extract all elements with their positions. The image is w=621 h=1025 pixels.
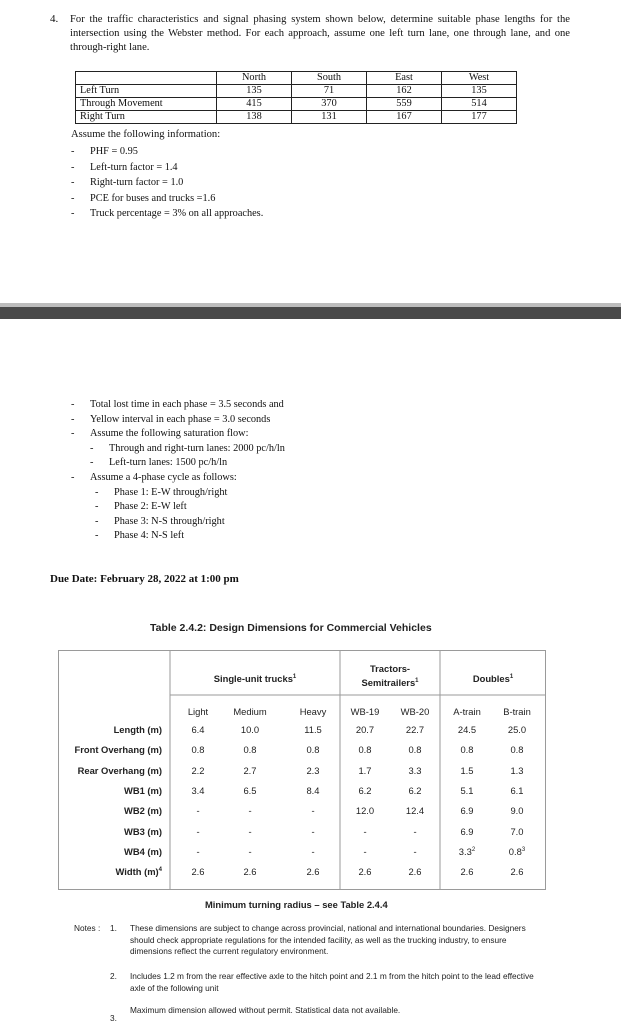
table-cell: 2.6 bbox=[408, 866, 422, 878]
table-cell: $0.8^3$ bbox=[508, 845, 526, 857]
table-cell: 0.8 bbox=[408, 744, 422, 756]
table-cell: - bbox=[196, 845, 200, 857]
table-cell: 370 bbox=[292, 98, 367, 111]
note-number: 1. bbox=[110, 923, 117, 933]
table-row bbox=[76, 98, 517, 111]
assume-intro: Assume the following information: bbox=[71, 129, 221, 140]
table-cell: 138 bbox=[217, 111, 292, 124]
table-cell: 0.8 bbox=[243, 744, 257, 756]
list-item: - PHF = 0.95 bbox=[71, 146, 138, 157]
list-item: - Phase 3: N-S through/right bbox=[95, 515, 225, 527]
table-cell: - bbox=[363, 845, 367, 857]
table-cell: 6.1 bbox=[510, 784, 524, 796]
table-cell: 0.8 bbox=[510, 744, 524, 756]
column-header: WB-20 bbox=[400, 706, 430, 717]
table-cell: - bbox=[248, 845, 252, 857]
table-cell: - bbox=[196, 825, 200, 837]
table-row-label: WB3 (m) bbox=[123, 825, 162, 837]
table-row-label: Width $(m)^4$ bbox=[115, 866, 162, 878]
list-item: - Total lost time in each phase = 3.5 seconds and bbox=[71, 399, 284, 410]
table-cell: 3.3 bbox=[408, 764, 422, 776]
list-item: - Assume a 4-phase cycle as follows: bbox=[71, 471, 237, 483]
table-cell: 2.6 bbox=[191, 866, 205, 878]
table-cell: 2.6 bbox=[306, 866, 320, 878]
table-cell: 1.5 bbox=[460, 764, 474, 776]
row-label: Left Turn bbox=[76, 85, 217, 98]
list-item: - Truck percentage = 3% on all approaches. bbox=[71, 208, 264, 219]
table-cell: - bbox=[413, 845, 417, 857]
table-cell: 415 bbox=[217, 98, 292, 111]
table-corner-cell bbox=[76, 72, 217, 85]
header-south: South bbox=[292, 72, 367, 85]
min-radius-note: Minimum turning radius – see Table 2.4.4 bbox=[205, 899, 388, 910]
table-cell: 0.8 bbox=[306, 744, 320, 756]
table-cell: 2.2 bbox=[191, 764, 205, 776]
table-row-label: Front Overhang (m) bbox=[74, 744, 162, 756]
group-tractors: Tractors- Semitrailers$^1$ bbox=[361, 663, 419, 689]
table-cell: - bbox=[196, 805, 200, 817]
table-cell: $3.3^2$ bbox=[458, 845, 476, 857]
table-cell: 5.1 bbox=[460, 784, 474, 796]
row-label: Through Movement bbox=[76, 98, 217, 111]
note-text: Includes 1.2 m from the rear effective axle to the hitch point and 2.1 m from the hitch point to the lead effective axle of the following unit bbox=[130, 971, 534, 993]
column-header: A-train bbox=[453, 706, 481, 717]
list-item: - Phase 1: E-W through/right bbox=[95, 486, 228, 498]
column-header: Light bbox=[187, 706, 209, 717]
list-item: - Phase 2: E-W left bbox=[95, 501, 187, 513]
list-item: - Assume the following saturation flow: bbox=[71, 428, 249, 440]
question-number: 4. bbox=[50, 13, 59, 25]
table-cell: 6.2 bbox=[358, 784, 372, 796]
table-cell: 6.9 bbox=[460, 805, 474, 817]
table-cell: 11.5 bbox=[304, 724, 322, 735]
list-item: - Left-turn factor = 1.4 bbox=[71, 161, 178, 173]
table-cell: 12.4 bbox=[405, 805, 425, 817]
notes-label: Notes : bbox=[74, 923, 101, 933]
table-row-label: Rear Overhang (m) bbox=[77, 764, 162, 776]
list-item: - PCE for buses and trucks =1.6 bbox=[71, 192, 216, 204]
header-west: West bbox=[442, 72, 517, 85]
note-number: 2. bbox=[110, 971, 117, 981]
table-cell: 177 bbox=[442, 111, 517, 124]
table-cell: 559 bbox=[367, 98, 442, 111]
list-item: - Yellow interval in each phase = 3.0 seconds bbox=[71, 413, 271, 425]
table-cell: 2.6 bbox=[460, 866, 474, 878]
page-divider bbox=[0, 303, 621, 319]
table-cell: - bbox=[311, 805, 315, 817]
table-cell: 7.0 bbox=[510, 825, 524, 837]
table-cell: 3.4 bbox=[191, 784, 205, 796]
table-cell: 6.4 bbox=[191, 724, 205, 735]
list-item: - Right-turn factor = 1.0 bbox=[71, 177, 184, 188]
table-cell: 0.8 bbox=[358, 744, 372, 756]
row-label: Right Turn bbox=[76, 111, 217, 124]
due-date: Due Date: February 28, 2022 at 1:00 pm bbox=[50, 573, 239, 585]
table-cell: - bbox=[311, 825, 315, 837]
question-text: For the traffic characteristics and signal phasing system shown below, determine suitable phase lengths for the intersection using the Webster method. For each approach, assume one left turn lane, one through lane, and one through-right lane. bbox=[70, 14, 570, 53]
table-header-row bbox=[76, 72, 517, 85]
table-row-label: WB1 (m) bbox=[123, 784, 162, 796]
table-cell: 2.6 bbox=[510, 866, 524, 878]
table-cell: 135 bbox=[217, 85, 292, 98]
group-single-unit: Single-unit trucks$^1$ bbox=[213, 673, 297, 685]
table-cell: 9.0 bbox=[510, 805, 524, 817]
table-cell: 8.4 bbox=[306, 784, 320, 796]
note-text: These dimensions are subject to change across provincial, national and international boundaries. Designers should check appropriate regulations for the intended facility, as well as the trucking industry, to ensure dimensions reflect the current regulatory environment. bbox=[130, 923, 526, 956]
table-cell: 135 bbox=[442, 85, 517, 98]
header-east: East bbox=[367, 72, 442, 85]
table-cell: 12.0 bbox=[355, 805, 375, 817]
table-row bbox=[76, 85, 517, 98]
continuation-list bbox=[71, 398, 285, 544]
table-cell: 0.8 bbox=[191, 744, 205, 756]
traffic-volume-table bbox=[75, 71, 517, 124]
table-cell: - bbox=[248, 805, 252, 817]
table-cell: 2.6 bbox=[243, 866, 257, 878]
table-cell: 6.2 bbox=[408, 784, 422, 796]
group-doubles: Doubles$^1$ bbox=[472, 673, 514, 685]
table-cell: 162 bbox=[367, 85, 442, 98]
table-cell: - bbox=[311, 845, 315, 857]
table-row-label: WB4 (m) bbox=[123, 845, 162, 857]
table-cell: - bbox=[363, 825, 367, 837]
table-row-label: WB2 (m) bbox=[123, 805, 162, 817]
table-cell: 2.3 bbox=[306, 764, 320, 776]
table-cell: 2.7 bbox=[243, 764, 257, 776]
table-cell: 514 bbox=[442, 98, 517, 111]
table-cell: 10.0 bbox=[240, 724, 260, 735]
table-cell: 20.7 bbox=[355, 724, 375, 735]
column-header: Medium bbox=[233, 706, 267, 717]
dimensions-table bbox=[58, 650, 546, 890]
table-cell: 1.7 bbox=[358, 764, 372, 776]
header-north: North bbox=[217, 72, 292, 85]
table-cell: 167 bbox=[367, 111, 442, 124]
table-cell: 6.9 bbox=[460, 825, 474, 837]
list-item: - Phase 4: N-S left bbox=[95, 530, 185, 542]
column-header: WB-19 bbox=[350, 706, 380, 717]
assumption-list bbox=[71, 144, 263, 222]
table-title: Table 2.4.2: Design Dimensions for Commercial Vehicles bbox=[150, 622, 432, 634]
table-cell: 71 bbox=[292, 85, 367, 98]
table-cell: 131 bbox=[292, 111, 367, 124]
list-item: - Through and right-turn lanes: 2000 pc/h/ln bbox=[90, 442, 285, 454]
table-cell: 25.0 bbox=[507, 724, 527, 735]
table-cell: - bbox=[248, 825, 252, 837]
table-cell: 1.3 bbox=[510, 764, 524, 776]
note-number: 3. bbox=[110, 1013, 117, 1023]
column-header: Heavy bbox=[299, 706, 327, 717]
list-item: - Left-turn lanes: 1500 pc/h/ln bbox=[90, 457, 228, 469]
table-cell: 0.8 bbox=[460, 744, 474, 756]
table-cell: - bbox=[413, 825, 417, 837]
table-cell: 2.6 bbox=[358, 866, 372, 878]
note-text: Maximum dimension allowed without permit. Statistical data not available. bbox=[130, 1005, 401, 1015]
column-header: B-train bbox=[503, 706, 531, 717]
table-cell: 22.7 bbox=[405, 724, 425, 735]
table-cell: 24.5 bbox=[457, 724, 477, 735]
table-cell: 6.5 bbox=[243, 784, 257, 796]
table-row bbox=[76, 111, 517, 124]
table-row-label: Length (m) bbox=[113, 724, 162, 735]
